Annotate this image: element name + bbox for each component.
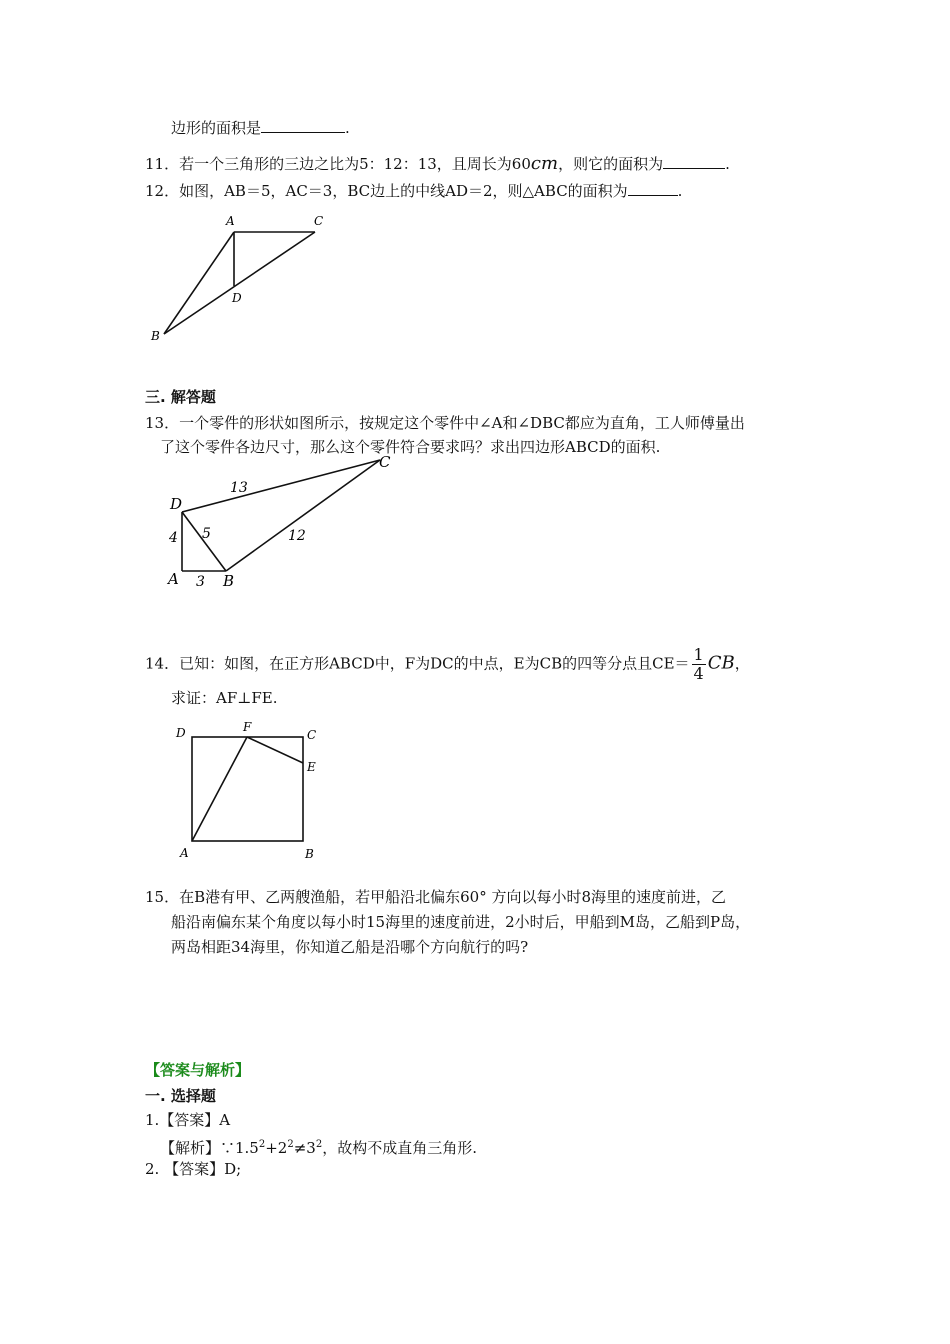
label-dc-length: 13 — [230, 480, 248, 496]
answer-2: 2. 【答案】D; — [145, 1160, 242, 1178]
figure-q12 — [140, 210, 340, 350]
label-da-length: 4 — [169, 530, 178, 546]
unit-cm: cm — [530, 153, 559, 174]
question-13-line2: 了这个零件各边尺寸，那么这个零件符合要求吗？求出四边形ABCD的面积. — [160, 438, 661, 456]
answer-1: 1.【答案】A — [145, 1111, 231, 1129]
label-f: F — [243, 720, 252, 734]
answer-1-explanation: 【解析】$\because 1.5^2+2^2\ne 3^2$，故构不成直角三角形. — [160, 1139, 478, 1157]
label-a: A — [168, 570, 179, 588]
question-11: 11．若一个三角形的三边之比为5：12：13，且周长为60cm，则它的面积为 . — [145, 153, 730, 174]
var-cb: CB — [707, 652, 735, 674]
label-b: B — [305, 847, 314, 861]
section-title-3: 三. 解答题 — [145, 388, 216, 406]
question-12: 12．如图，AB＝5，AC＝3，BC边上的中线AD＝2，则△ABC的面积为 . — [145, 182, 683, 200]
q10-tail: 边形的面积是 . — [171, 119, 350, 137]
label-c: C — [307, 728, 317, 742]
question-15-line3: 两岛相距34海里，你知道乙船是沿哪个方向航行的吗? — [171, 938, 529, 956]
label-bc-length: 12 — [288, 528, 306, 544]
label-d: D — [176, 726, 186, 740]
label-c: C — [314, 214, 324, 228]
fraction-one-quarter: $\frac{1}{4}$ — [693, 645, 704, 683]
q10-text: 边形的面积是 — [171, 119, 262, 137]
label-b: B — [223, 572, 235, 590]
label-e: E — [307, 760, 316, 774]
label-db-length: 5 — [202, 526, 211, 542]
question-15-line2: 船沿南偏东某个角度以每小时15海里的速度前进，2小时后，甲船到M岛，乙船到P岛， — [171, 913, 751, 931]
label-d: D — [170, 495, 183, 513]
label-b: B — [151, 329, 160, 343]
figure-q14 — [170, 718, 340, 868]
question-14-line2: 求证：AF⊥FE. — [171, 689, 278, 707]
label-d: D — [232, 291, 242, 305]
question-13-line1: 13．一个零件的形状如图所示，按规定这个零件中∠A和∠DBC都应为直角，工人师傅量出 — [145, 414, 745, 432]
label-c: C — [379, 453, 391, 471]
answer-blank[interactable] — [628, 180, 678, 196]
answers-section-1: 一. 选择题 — [145, 1087, 216, 1105]
label-a: A — [180, 846, 189, 860]
figure-q13 — [160, 452, 420, 592]
question-15-line1: 15．在B港有甲、乙两艘渔船，若甲船沿北偏东60° 方向以每小时8海里的速度前进，乙 — [145, 888, 727, 906]
answer-blank[interactable] — [261, 117, 345, 133]
answers-title: 【答案与解析】 — [145, 1061, 251, 1079]
label-ab-length: 3 — [196, 574, 205, 590]
question-14-line1: 14．已知：如图，在正方形ABCD中，F为DC的中点，E为CB的四等分点且CE＝ $\frac{1}{4}$ CB， — [145, 645, 750, 683]
answer-blank[interactable] — [663, 153, 725, 169]
label-a: A — [226, 214, 235, 228]
